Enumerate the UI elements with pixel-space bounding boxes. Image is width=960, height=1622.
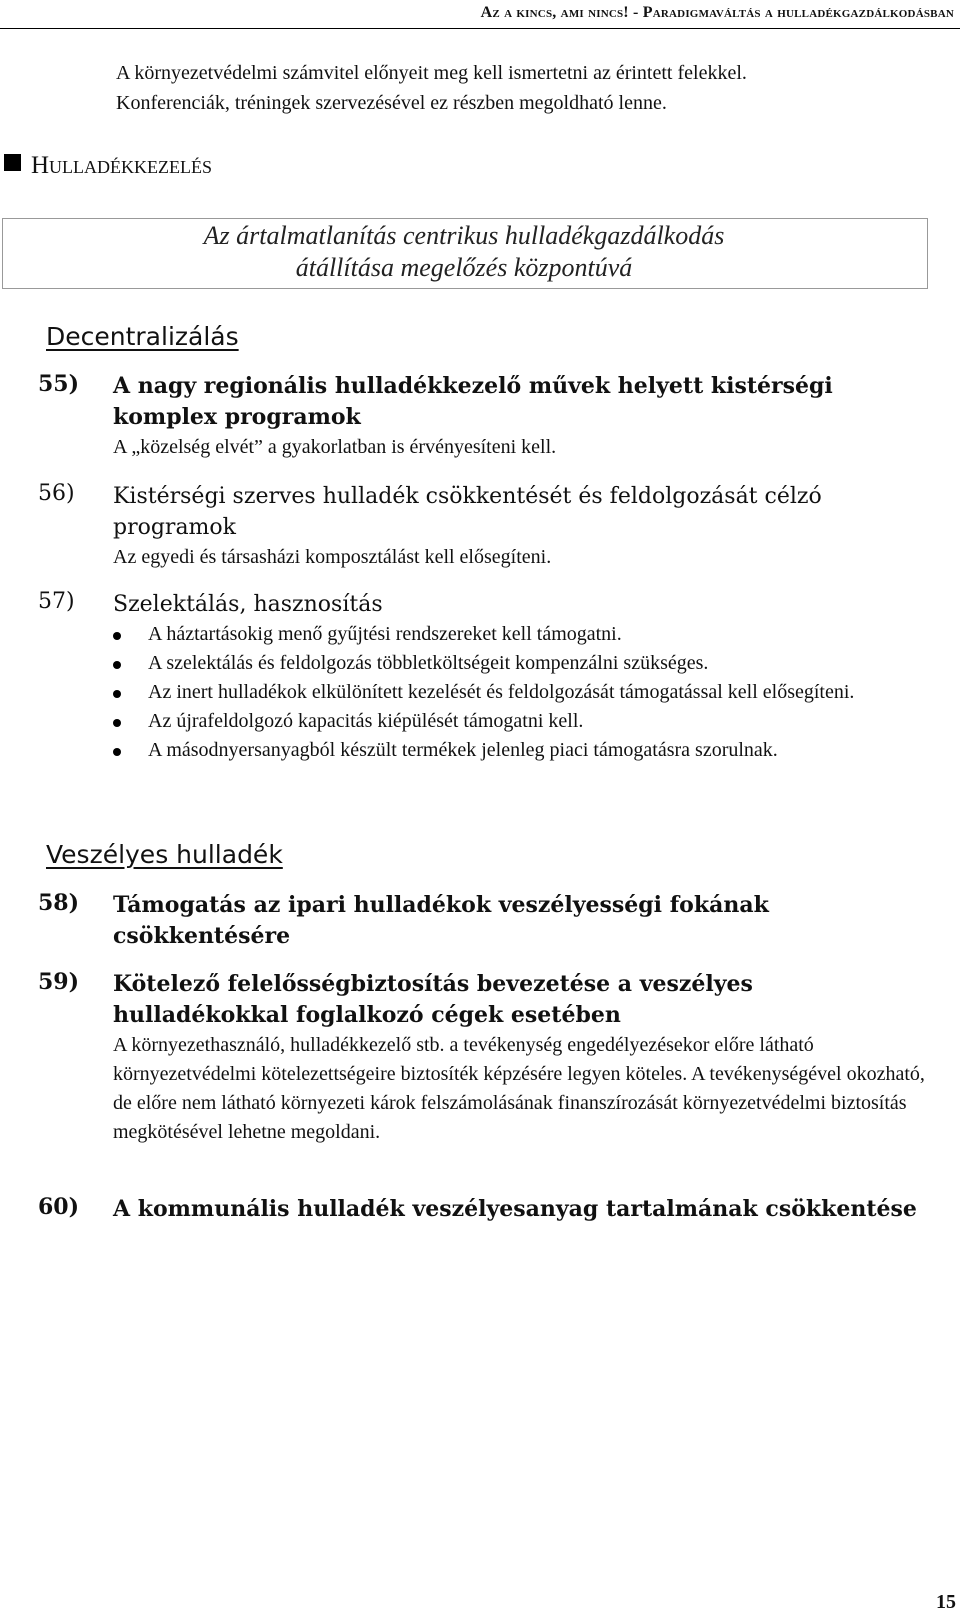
highlight-line-1: Az ártalmatlanítás centrikus hulladékgazdálkodás: [203, 221, 725, 250]
item-55: [38, 371, 928, 462]
list-item: Az újrafeldolgozó kapacitás kiépülését támogatni kell.: [113, 707, 928, 736]
running-header: [481, 4, 954, 22]
square-bullet-icon: [4, 154, 21, 171]
section-heading: [4, 152, 212, 180]
item-60: [38, 1194, 928, 1225]
intro-line-1: A környezetvédelmi számvitel előnyeit meg kell ismertetni az érintett felekkel.: [116, 62, 747, 84]
item-55-text: A „közelség elvét” a gyakorlatban is érvényesíteni kell.: [113, 436, 557, 458]
subsection-decentralization: Decentralizálás: [46, 322, 239, 351]
item-58-title: Támogatás az ipari hulladékok veszélyességi fokának csökkentésére: [113, 892, 769, 949]
item-58: [38, 890, 928, 952]
list-item: Az inert hulladékok elkülönített kezelését és feldolgozását támogatással kell elősegíteni.: [113, 678, 928, 707]
header-separator: -: [628, 4, 643, 21]
bullet-dot-icon: [113, 661, 121, 669]
bullet-dot-icon: [113, 632, 121, 640]
item-60-number: 60): [38, 1194, 80, 1220]
section-heading-text: Hulladékkezelés: [31, 152, 213, 179]
bullet-dot-icon: [113, 748, 121, 756]
intro-paragraph: [116, 58, 747, 118]
item-60-title: A kommunális hulladék veszélyesanyag tartalmának csökkentése: [113, 1196, 917, 1222]
header-title-part2: Paradigmaváltás a hulladékgazdálkodásban: [642, 4, 954, 21]
bullet-dot-icon: [113, 719, 121, 727]
item-56-title: Kistérségi szerves hulladék csökkentését és feldolgozását célzó programok: [113, 484, 822, 540]
item-57-number: 57): [38, 589, 75, 614]
item-59-number: 59): [38, 969, 80, 995]
subsection-hazardous-waste: Veszélyes hulladék: [46, 840, 283, 869]
page-number: 15: [936, 1591, 956, 1613]
item-56: [38, 481, 928, 572]
list-item: A szelektálás és feldolgozás többletköltségeit kompenzálni szükséges.: [113, 649, 928, 678]
item-58-number: 58): [38, 890, 80, 916]
item-57-bullet-list: [113, 620, 928, 765]
item-57: [38, 589, 928, 765]
item-56-text: Az egyedi és társasházi komposztálást kell elősegíteni.: [113, 546, 552, 568]
item-55-title: A nagy regionális hulladékkezelő művek helyett kistérségi komplex programok: [113, 373, 833, 430]
item-55-number: 55): [38, 371, 80, 397]
highlight-line-2: átállítása megelőzés központúvá: [295, 253, 633, 282]
item-59: [38, 969, 928, 1147]
item-59-text: A környezethasználó, hulladékkezelő stb. a tevékenység engedélyezésekor előre látható környezetvédelmi kötelezettségeire biztosíték képzésére legyen köteles. A tevékenységével okozható, de előre nem látható környezeti károk felszámolásának finanszírozását környezetvédelmi biztosítás megkötésével lehetne megoldani.: [113, 1034, 925, 1143]
list-item: A háztartásokig menő gyűjtési rendszereket kell támogatni.: [113, 620, 928, 649]
bullet-dot-icon: [113, 690, 121, 698]
intro-line-2: Konferenciák, tréningek szervezésével ez részben megoldható lenne.: [116, 92, 667, 114]
header-rule: [0, 28, 960, 29]
item-59-title: Kötelező felelősségbiztosítás bevezetése a veszélyes hulladékokkal foglalkozó cégek esetében: [113, 971, 753, 1028]
list-item: A másodnyersanyagból készült termékek jelenleg piaci támogatásra szorulnak.: [113, 736, 928, 765]
highlight-box-text: [2, 220, 926, 284]
item-57-title: Szelektálás, hasznosítás: [113, 592, 383, 617]
header-title-part1: Az a kincs, ami nincs!: [480, 4, 629, 21]
item-56-number: 56): [38, 481, 75, 506]
